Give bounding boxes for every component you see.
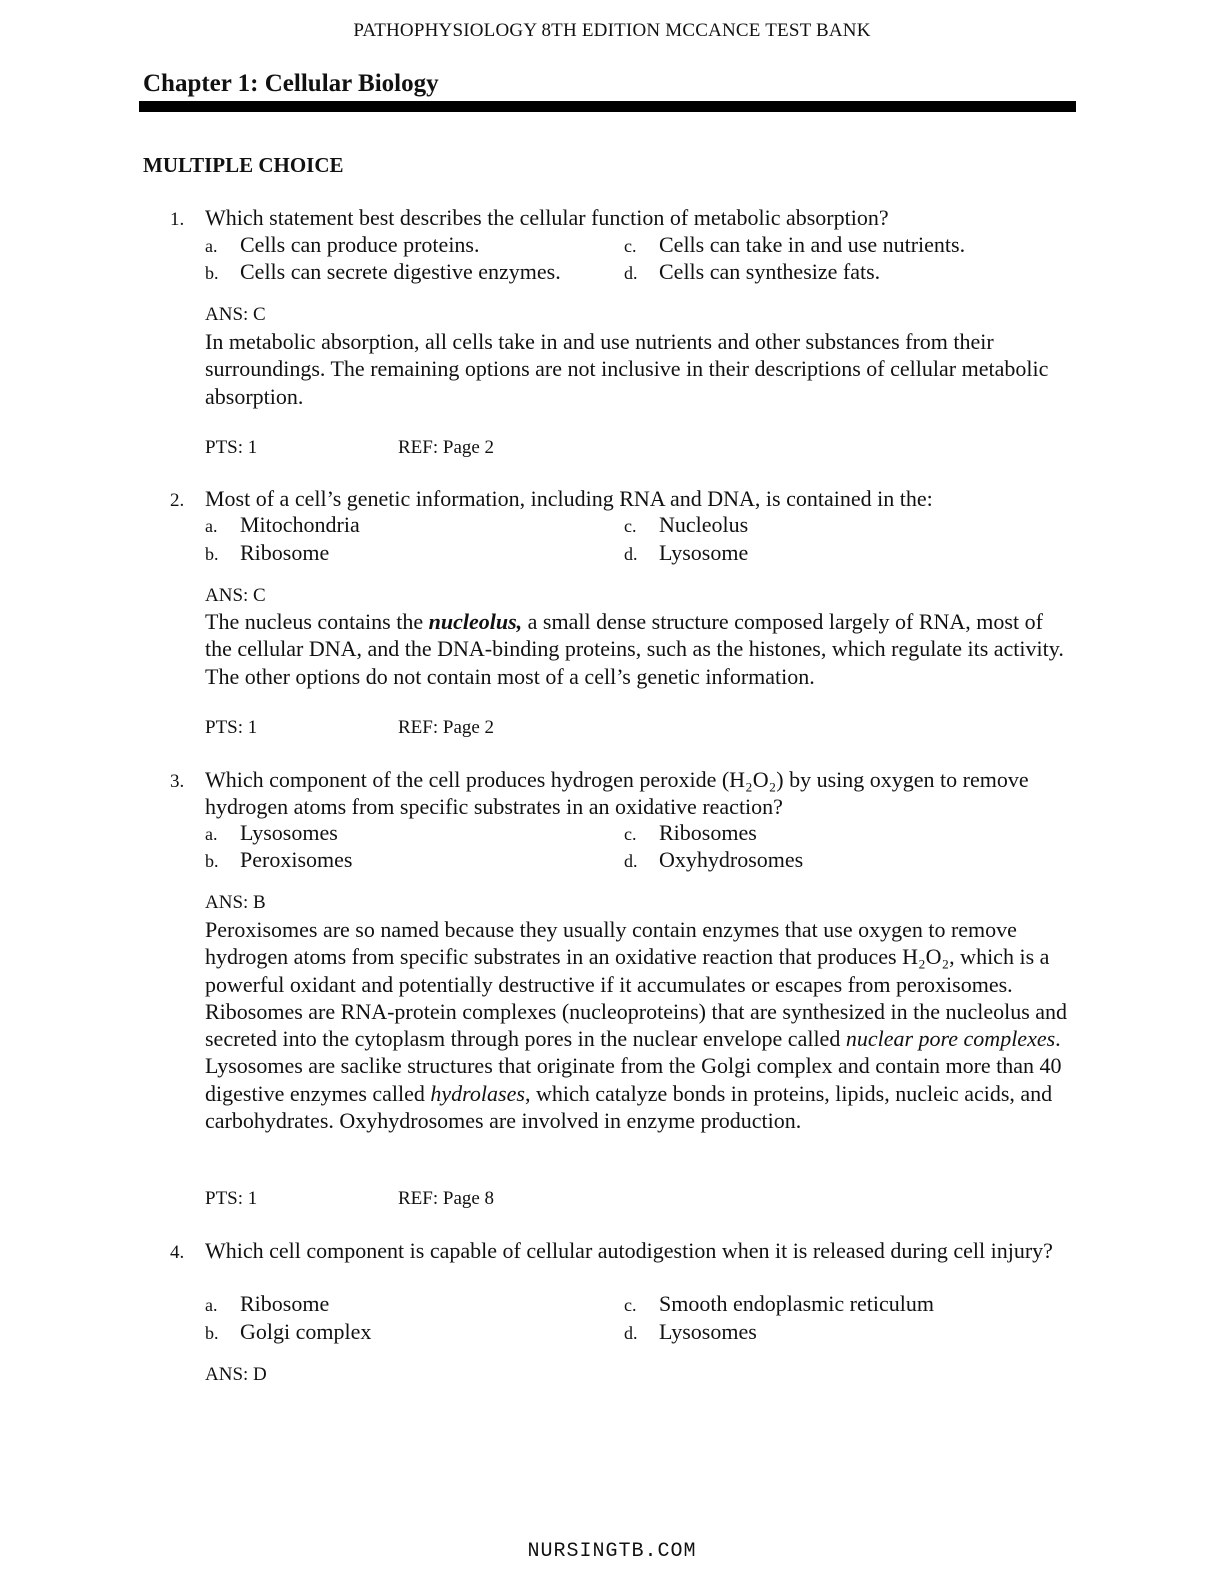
option-letter: b. bbox=[205, 544, 219, 564]
option-text: Golgi complex bbox=[240, 1319, 372, 1344]
option-c bbox=[624, 232, 965, 258]
section-title: MULTIPLE CHOICE bbox=[143, 153, 344, 177]
question-text: Which cell component is capable of cellular autodigestion when it is released during cell injury? bbox=[205, 1238, 1053, 1263]
option-text: Ribosomes bbox=[659, 820, 757, 845]
option-text: Cells can produce proteins. bbox=[240, 232, 480, 257]
option-d bbox=[624, 847, 803, 873]
option-text: Peroxisomes bbox=[240, 847, 353, 872]
rationale: In metabolic absorption, all cells take in and use nutrients and other substances from their surroundings. The remaining options are not inclusive in their descriptions of cellular metabolic absorption. bbox=[205, 329, 1049, 409]
question-text: Which statement best describes the cellular function of metabolic absorption? bbox=[205, 205, 889, 230]
option-d bbox=[624, 540, 748, 566]
question-text: Most of a cell’s genetic information, including RNA and DNA, is contained in the: bbox=[205, 486, 933, 511]
option-text: Lysosome bbox=[659, 540, 749, 565]
option-a bbox=[205, 232, 480, 258]
option-b bbox=[205, 847, 352, 873]
option-letter: b. bbox=[205, 263, 219, 283]
rationale-emphasis: nuclear pore complexes bbox=[845, 1026, 1056, 1052]
footer-watermark: NURSINGTB.COM bbox=[527, 1540, 697, 1563]
option-text: Ribosome bbox=[240, 1291, 330, 1316]
option-text: Ribosome bbox=[240, 540, 330, 565]
answer-key: ANS: D bbox=[205, 1364, 267, 1385]
option-text: Cells can secrete digestive enzymes. bbox=[240, 259, 561, 284]
answer-key: ANS: C bbox=[205, 304, 266, 325]
option-letter: b. bbox=[205, 1323, 219, 1343]
option-a bbox=[205, 1291, 329, 1317]
option-letter: a. bbox=[205, 236, 218, 256]
option-b bbox=[205, 259, 561, 285]
question-text: Which component of the cell produces hydrogen peroxide (H₂O₂) by using oxygen to remove hydrogen atoms from specific substrates in an oxidative reaction? bbox=[205, 767, 1029, 819]
option-letter: a. bbox=[205, 516, 218, 536]
rationale-text: . Lysosomes are saclike structures that originate from the Golgi complex and contain more than 40 digestive enzymes called bbox=[205, 1026, 1062, 1106]
running-header: PATHOPHYSIOLOGY 8TH EDITION MCCANCE TEST BANK bbox=[353, 20, 871, 41]
option-b bbox=[205, 1319, 371, 1345]
points-ref-line bbox=[205, 717, 495, 739]
option-c bbox=[624, 820, 757, 846]
page-reference: REF: Page 2 bbox=[398, 437, 495, 458]
rationale bbox=[205, 608, 1075, 690]
option-text: Cells can synthesize fats. bbox=[659, 259, 881, 284]
answer-key: ANS: B bbox=[205, 892, 266, 913]
question-number: 2. bbox=[170, 490, 185, 511]
rationale-text: Peroxisomes are so named because they usually contain enzymes that use oxygen to remove hydrogen atoms from specific substrates in an oxidative reaction that produces H₂O₂, which is a powerful oxidant and potentially destructive if it accumulates or escapes from peroxisomes. Ribosomes are RNA-protein complexes (nucleoproteins) that are synthesized in the nucleolus and secreted into the cytoplasm through pores in the nuclear envelope called bbox=[205, 917, 1068, 1052]
rationale-emphasis: nucleolus, bbox=[428, 609, 523, 634]
page-reference: REF: Page 8 bbox=[398, 1188, 495, 1209]
option-letter: d. bbox=[624, 263, 638, 283]
rationale-text: a small dense structure composed largely of RNA, most of the cellular DNA, and the DNA-binding proteins, such as the histones, which regulate its activity. The other options do not contain most of a cell’s genetic information. bbox=[205, 609, 1064, 689]
points: PTS: 1 bbox=[205, 1188, 258, 1209]
option-text: Lysosomes bbox=[240, 820, 338, 845]
option-text: Mitochondria bbox=[240, 512, 360, 537]
option-letter: c. bbox=[624, 1295, 637, 1315]
option-c bbox=[624, 512, 748, 538]
option-text: Smooth endoplasmic reticulum bbox=[659, 1291, 934, 1316]
question-number: 4. bbox=[170, 1242, 185, 1263]
rationale bbox=[205, 916, 1075, 1134]
title-rule bbox=[139, 101, 1076, 112]
chapter-title: Chapter 1: Cellular Biology bbox=[143, 70, 439, 97]
option-d bbox=[624, 259, 880, 285]
option-letter: a. bbox=[205, 824, 218, 844]
option-letter: d. bbox=[624, 544, 638, 564]
option-text: Lysosomes bbox=[659, 1319, 757, 1344]
option-letter: d. bbox=[624, 851, 638, 871]
rationale-emphasis: hydrolases bbox=[430, 1080, 525, 1106]
question-number: 1. bbox=[170, 209, 185, 230]
option-b bbox=[205, 540, 329, 566]
option-letter: c. bbox=[624, 516, 637, 536]
answer-key: ANS: C bbox=[205, 585, 266, 606]
option-a bbox=[205, 512, 360, 538]
rationale-text: The nucleus contains the bbox=[205, 609, 429, 634]
option-letter: a. bbox=[205, 1295, 218, 1315]
option-text: Cells can take in and use nutrients. bbox=[659, 232, 966, 257]
question-number: 3. bbox=[170, 771, 185, 792]
option-letter: c. bbox=[624, 236, 637, 256]
option-c bbox=[624, 1291, 934, 1317]
option-d bbox=[624, 1319, 757, 1345]
points-ref-line bbox=[205, 437, 495, 459]
points: PTS: 1 bbox=[205, 437, 258, 458]
option-letter: d. bbox=[624, 1323, 638, 1343]
option-text: Nucleolus bbox=[659, 512, 749, 537]
option-letter: c. bbox=[624, 824, 637, 844]
points: PTS: 1 bbox=[205, 717, 258, 738]
page-reference: REF: Page 2 bbox=[398, 717, 495, 738]
rationale-text: , which catalyze bonds in proteins, lipids, nucleic acids, and carbohydrates. Oxyhydrosomes are involved in enzyme production. bbox=[205, 1080, 1053, 1134]
points-ref-line bbox=[205, 1188, 495, 1210]
option-letter: b. bbox=[205, 851, 219, 871]
option-text: Oxyhydrosomes bbox=[659, 847, 804, 872]
option-a bbox=[205, 820, 338, 846]
